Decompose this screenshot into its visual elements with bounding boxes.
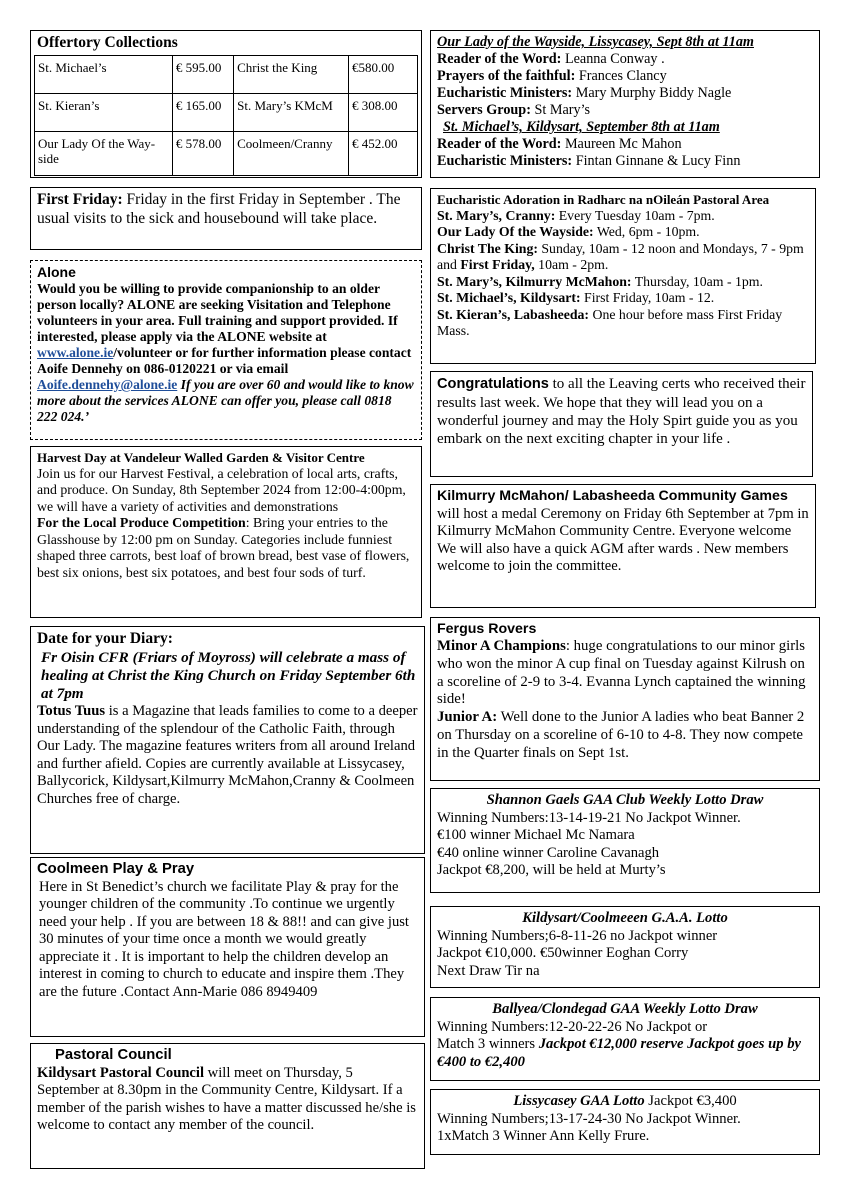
alone-link-path: /volunteer (113, 344, 172, 360)
offertory-amount: €580.00 (349, 55, 418, 93)
kildysart-heading: St. Michael’s, Kildysart, September 8th at 11am (443, 119, 720, 136)
first-friday-label: First Friday: (37, 191, 123, 208)
harvest-box (30, 446, 422, 618)
adoration-title: Eucharistic Adoration in Radharc na nOileán Pastoral Area (437, 192, 770, 207)
adoration-value: Sunday, 10am - 12 noon and Mondays, 7 - 9pm and (437, 240, 804, 273)
offertory-amount: € 578.00 (172, 131, 233, 175)
offertory-amount: € 308.00 (349, 93, 418, 131)
lissycasey-lotto-box (430, 1089, 820, 1155)
fergus-rovers-title: Fergus Rovers (437, 621, 537, 637)
lissycasey-line: 1xMatch 3 Winner Ann Kelly Frure. (437, 1128, 650, 1144)
table-row (35, 93, 418, 131)
wayside-label: Servers Group: (437, 102, 531, 119)
kildysart-line (437, 153, 813, 170)
lissycasey-line: Winning Numbers;13-17-24-30 No Jackpot Winner. (437, 1110, 741, 1127)
kildysart-label: Eucharistic Ministers: (437, 153, 573, 170)
adoration-label: St. Michael’s, Kildysart: (437, 290, 581, 306)
adoration-line (437, 208, 809, 225)
wayside-label: Prayers of the faithful: (437, 68, 576, 85)
wayside-value: St Mary’s (530, 102, 591, 119)
alone-text-2: or for further information please contact Aoife Dennehy on 086-0120221 or via email (37, 344, 412, 376)
shannon-line: €100 winner Michael Mc Namara (437, 827, 635, 843)
ballyea-title: Ballyea/Clondegad GAA Weekly Lotto Draw (492, 1001, 758, 1017)
adoration-label: St. Mary’s, Kilmurry McMahon: (437, 273, 632, 289)
ballyea-line-2: Match 3 winners (437, 1036, 539, 1052)
congrats-box (430, 371, 813, 477)
harvest-comp-text: : Bring your entries to the Glasshouse by 12:00 pm on Sunday. Categories include funniest shaped three carrots, best loaf of brown bread, best vase of flowers, best six onions, best six potatoes, and best four sods of turf. (37, 515, 410, 580)
offertory-church-name: St. Mary’s KMcM (234, 93, 349, 131)
offertory-table (34, 55, 418, 176)
offertory-church-name: St. Michael’s (35, 55, 173, 93)
play-pray-box (30, 857, 425, 1037)
adoration-line (437, 290, 809, 307)
adoration-label: Our Lady Of the Wayside: (437, 224, 594, 240)
alone-title: Alone (37, 264, 76, 280)
ctk-first-friday-label: First Friday, (460, 257, 535, 273)
shannon-gaels-box (430, 788, 820, 893)
lissycasey-lotto-title: Lissycasey GAA Lotto (513, 1093, 645, 1109)
shannon-line: €40 online winner Caroline Cavanagh (437, 844, 660, 861)
adoration-line (437, 274, 809, 291)
alone-box (30, 260, 422, 440)
offertory-church-name: St. Kieran’s (35, 93, 173, 131)
ballyea-box (430, 997, 820, 1081)
kildysart-label: Reader of the Word: (437, 136, 562, 153)
kildysart-lotto-title: Kildysart/Coolmeeen G.A.A. Lotto (522, 910, 728, 926)
play-pray-title: Coolmeen Play & Pray (37, 861, 195, 877)
harvest-text: Join us for our Harvest Festival, a celebration of local arts, crafts, and produce. On Sunday, 8th September 2024 from 12:00-4:00pm, we will have a variety of activities and demonstrations (37, 465, 406, 514)
alone-email-link[interactable]: Aoife.dennehy@alone.ie (37, 376, 178, 392)
alone-website-link[interactable]: www.alone.ie (37, 344, 114, 360)
first-friday-text: Friday in the first Friday in September . The usual visits to the sick and housebound will take place. (37, 191, 401, 227)
diary-box (30, 626, 425, 854)
wayside-line (437, 68, 813, 85)
pastoral-box (30, 1043, 425, 1169)
kildysart-lotto-line: Jackpot €10,000. €50winner Eoghan Corry (437, 945, 689, 961)
kildysart-lotto-line: Next Draw Tir na (437, 962, 540, 979)
community-games-box (430, 484, 816, 608)
adoration-value: First Friday, 10am - 12. (580, 290, 715, 306)
adoration-line (437, 224, 809, 241)
adoration-value: One hour before mass First Friday Mass. (437, 306, 783, 339)
adoration-value: Every Tuesday 10am - 7pm. (555, 207, 715, 223)
wayside-line (437, 85, 813, 102)
shannon-line: Jackpot €8,200, will be held at Murty’s (437, 862, 666, 878)
kildysart-value: Fintan Ginnane & Lucy Finn (572, 153, 741, 170)
table-row (35, 131, 418, 175)
community-games-text: will host a medal Ceremony on Friday 6th September at 7pm in Kilmurry McMahon Community Centre. Everyone welcome (437, 505, 809, 539)
alone-text: Would you be willing to provide companionship to an older person locally? ALONE are seeking Visitation and Telephone volunteers in your area. Full training and support provided. If interested, please apply via the ALONE website at (37, 280, 398, 344)
wayside-heading: Our Lady of the Wayside, Lissycasey, Sept 8th at 11am (437, 34, 754, 50)
play-pray-text: Here in St Benedict’s church we facilitate Play & pray for the younger children of the community .To continue we urgently need your help . If you are between 18 & 88!! and can give just 30 minutes of your time once a month we would greatly appreciate it . It is important to help the children develop an interest in coming to church to educate and inspire them .They are the future .Contact Ann-Marie 086 8949409 (39, 878, 409, 1000)
wayside-value: Leanna Conway . (561, 51, 665, 68)
wayside-line (437, 102, 813, 119)
offertory-church-name: Our Lady Of the Way-side (35, 131, 173, 175)
wayside-line (437, 51, 813, 68)
first-friday-box (30, 187, 422, 250)
shannon-line: Winning Numbers:13-14-19-21 No Jackpot Winner. (437, 809, 741, 826)
offertory-box (30, 30, 422, 178)
wayside-value: Mary Murphy Biddy Nagle (572, 85, 732, 102)
adoration-label: St. Mary’s, Cranny: (437, 207, 556, 223)
kildysart-lotto-line: Winning Numbers;6-8-11-26 no Jackpot winner (437, 927, 718, 944)
adoration-label: Christ The King: (437, 240, 538, 256)
totus-tuus-label: Totus Tuus (37, 703, 106, 720)
shannon-gaels-title: Shannon Gaels GAA Club Weekly Lotto Draw (486, 792, 764, 808)
pastoral-label: Kildysart Pastoral Council (37, 1064, 205, 1081)
minor-a-text: : huge congratulations to our minor girls who won the minor A cup final on Tuesday against Kilrush on a scoreline of 2-9 to 3-4. Evanna Lynch captained the winning side! (437, 638, 806, 708)
kildysart-value: Maureen Mc Mahon (561, 136, 682, 153)
wayside-box (430, 30, 820, 178)
ctk-first-friday-value: 10am - 2pm. (534, 257, 609, 273)
offertory-amount: € 452.00 (349, 131, 418, 175)
pastoral-text: will meet on Thursday, 5 September at 8.30pm in the Community Centre, Kildysart. If a member of the parish wishes to have a matter discussed he/she is welcome to contact any member of the council. (37, 1064, 416, 1134)
wayside-label: Reader of the Word: (437, 51, 562, 68)
pastoral-title: Pastoral Council (55, 1047, 172, 1063)
adoration-value: Wed, 6pm - 10pm. (593, 224, 700, 240)
minor-a-label: Minor A Champions (437, 638, 566, 655)
adoration-line (437, 241, 809, 274)
community-games-text-2: We will also have a quick AGM after wards . New members welcome to join the committee. (437, 540, 789, 574)
adoration-line (437, 307, 809, 340)
offertory-title: Offertory Collections (37, 34, 178, 51)
alone-text-3: If you are over 60 and would like to know more about the services ALONE can offer you, please call 0818 222 024.’ (37, 376, 414, 425)
wayside-label: Eucharistic Ministers: (437, 85, 573, 102)
ballyea-jackpot: Jackpot €12,000 reserve Jackpot goes up by €400 to €2,400 (437, 1036, 801, 1070)
fergus-rovers-box (430, 617, 820, 781)
diary-title: Date for your Diary: (37, 630, 173, 647)
totus-tuus-text: is a Magazine that leads families to come to a deeper understanding of the splendour of the Catholic Faith, through Our Lady. The magazine features writers from all around Ireland and further afield. Copies are currently available at Lissycasey, Ballycorick, Kildysart,Kilmurry McMahon,Cranny & Coolmeen Churches free of charge. (37, 703, 418, 807)
harvest-title: Harvest Day at Vandeleur Walled Garden & Visitor Centre (37, 450, 365, 465)
junior-a-label: Junior A: (437, 709, 498, 726)
kildysart-lotto-box (430, 906, 820, 988)
congrats-text: to all the Leaving certs who received their results last week. We hope that they will lead you on a wonderful journey and may the Holy Spirt guide you as you embark on the next exciting chapter in your life . (437, 376, 806, 447)
junior-a-text: Well done to the Junior A ladies who beat Banner 2 on Thursday on a scoreline of 6-10 to 4-8. They now compete in the Quarter finals on Sept 1st. (437, 709, 805, 761)
table-row (35, 55, 418, 93)
diary-healing-mass: Fr Oisin CFR (Friars of Moyross) will celebrate a mass of healing at Christ the King Church on Friday September 6th at 7pm (41, 648, 416, 703)
offertory-church-name: Coolmeen/Cranny (234, 131, 349, 175)
adoration-label: St. Kieran’s, Labasheeda: (437, 306, 590, 322)
wayside-value: Frances Clancy (575, 68, 667, 85)
offertory-amount: € 165.00 (172, 93, 233, 131)
harvest-comp-label: For the Local Produce Competition (37, 515, 246, 531)
kildysart-line (437, 136, 813, 153)
ballyea-line-1: Winning Numbers:12-20-22-26 No Jackpot or (437, 1018, 708, 1035)
congrats-label: Congratulations (437, 376, 549, 392)
lissycasey-jackpot: Jackpot €3,400 (644, 1093, 737, 1109)
adoration-value: Thursday, 10am - 1pm. (631, 273, 763, 289)
community-games-label: Kilmurry McMahon/ Labasheeda Community Games (437, 488, 788, 504)
offertory-church-name: Christ the King (234, 55, 349, 93)
offertory-amount: € 595.00 (172, 55, 233, 93)
adoration-box (430, 188, 816, 364)
